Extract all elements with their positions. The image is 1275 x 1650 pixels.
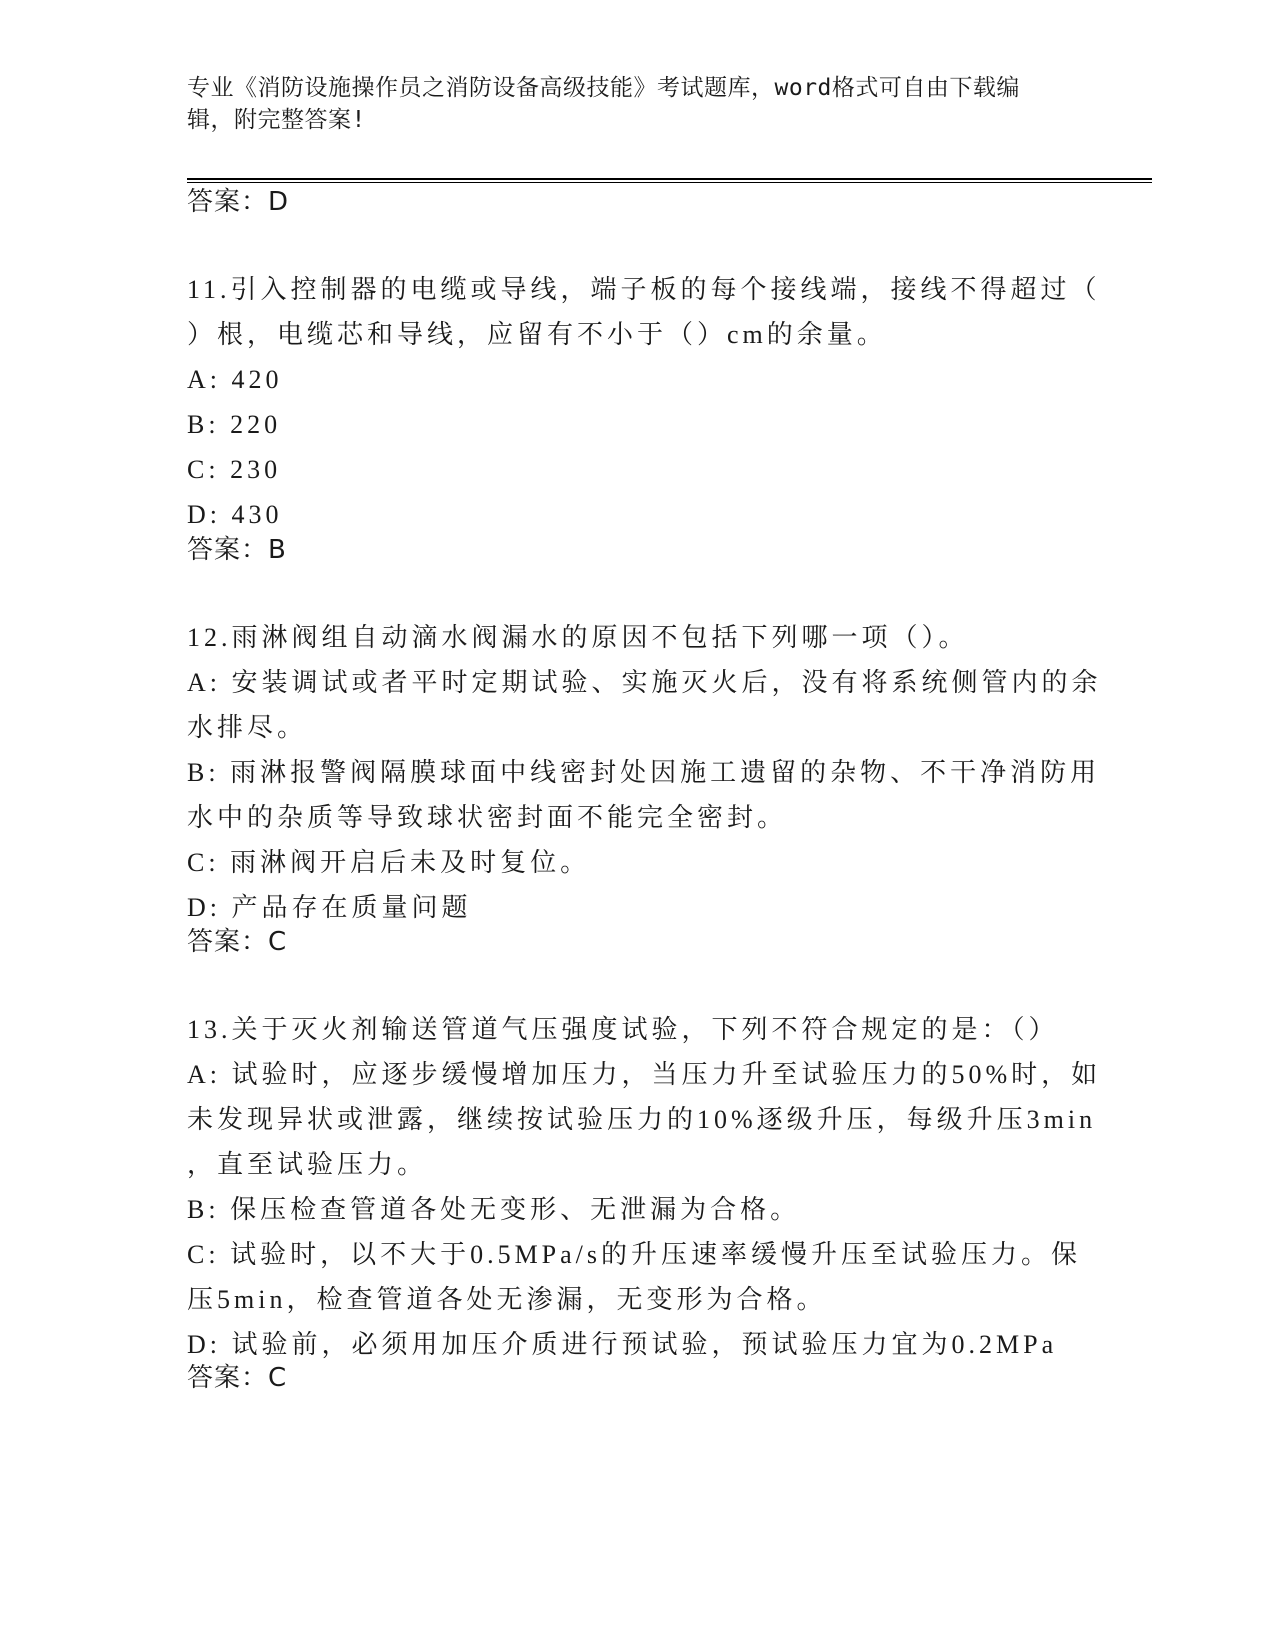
answer-prev: 答案：D: [187, 187, 290, 217]
question-11-stem-line-2: ）根，电缆芯和导线，应留有不小于（）cm的余量。: [187, 320, 887, 349]
document-header: [187, 72, 1067, 136]
question-13-option-a-line-3: ，直至试验压力。: [187, 1150, 428, 1179]
question-12-option-b-line-1: B: 雨淋报警阀隔膜球面中线密封处因施工遗留的杂物、不干净消防用: [187, 758, 1101, 787]
question-12-option-d: D: 产品存在质量问题: [187, 893, 472, 922]
question-11-option-c: C: 230: [187, 455, 282, 484]
question-13-option-a-line-1: A: 试验时，应逐步缓慢增加压力，当压力升至试验压力的50%时，如: [187, 1060, 1102, 1089]
header-divider-thick: [187, 178, 1152, 180]
question-13-option-d: D: 试验前，必须用加压介质进行预试验，预试验压力宜为0.2MPa: [187, 1330, 1058, 1359]
question-13-stem: 13.关于灭火剂输送管道气压强度试验，下列不符合规定的是：（）: [187, 1015, 1059, 1044]
question-13-option-c-line-2: 压5min，检查管道各处无渗漏，无变形为合格。: [187, 1285, 827, 1314]
question-12-option-c: C: 雨淋阀开启后未及时复位。: [187, 848, 591, 877]
question-13: [187, 1007, 1102, 1367]
question-13-option-a-line-2: 未发现异状或泄露，继续按试验压力的10%逐级升压，每级升压3min: [187, 1105, 1097, 1134]
question-12-option-a-line-2: 水排尽。: [187, 713, 308, 742]
question-13-option-b: B: 保压检查管道各处无变形、无泄漏为合格。: [187, 1195, 801, 1224]
header-line-1: 专业《消防设施操作员之消防设备高级技能》考试题库，word格式可自由下载编: [187, 75, 1020, 101]
question-12-stem: 12.雨淋阀组自动滴水阀漏水的原因不包括下列哪一项（）。: [187, 623, 969, 652]
question-11: [187, 267, 1101, 537]
question-11-option-a: A: 420: [187, 365, 283, 394]
question-12-option-b-line-2: 水中的杂质等导致球状密封面不能完全密封。: [187, 803, 788, 832]
question-13-option-c-line-1: C: 试验时，以不大于0.5MPa/s的升压速率缓慢升压至试验压力。保: [187, 1240, 1082, 1269]
answer-11: 答案：B: [187, 535, 287, 565]
answer-12: 答案：C: [187, 927, 288, 957]
question-12: [187, 615, 1102, 930]
question-11-option-b: B: 220: [187, 410, 282, 439]
header-line-2: 辑，附完整答案!: [187, 107, 366, 133]
header-divider-thin: [187, 182, 1152, 183]
answer-13: 答案：C: [187, 1363, 288, 1393]
question-11-option-d: D: 430: [187, 500, 283, 529]
question-12-option-a-line-1: A: 安装调试或者平时定期试验、实施灭火后，没有将系统侧管内的余: [187, 668, 1102, 697]
question-11-stem-line-1: 11.引入控制器的电缆或导线，端子板的每个接线端，接线不得超过（: [187, 275, 1101, 304]
